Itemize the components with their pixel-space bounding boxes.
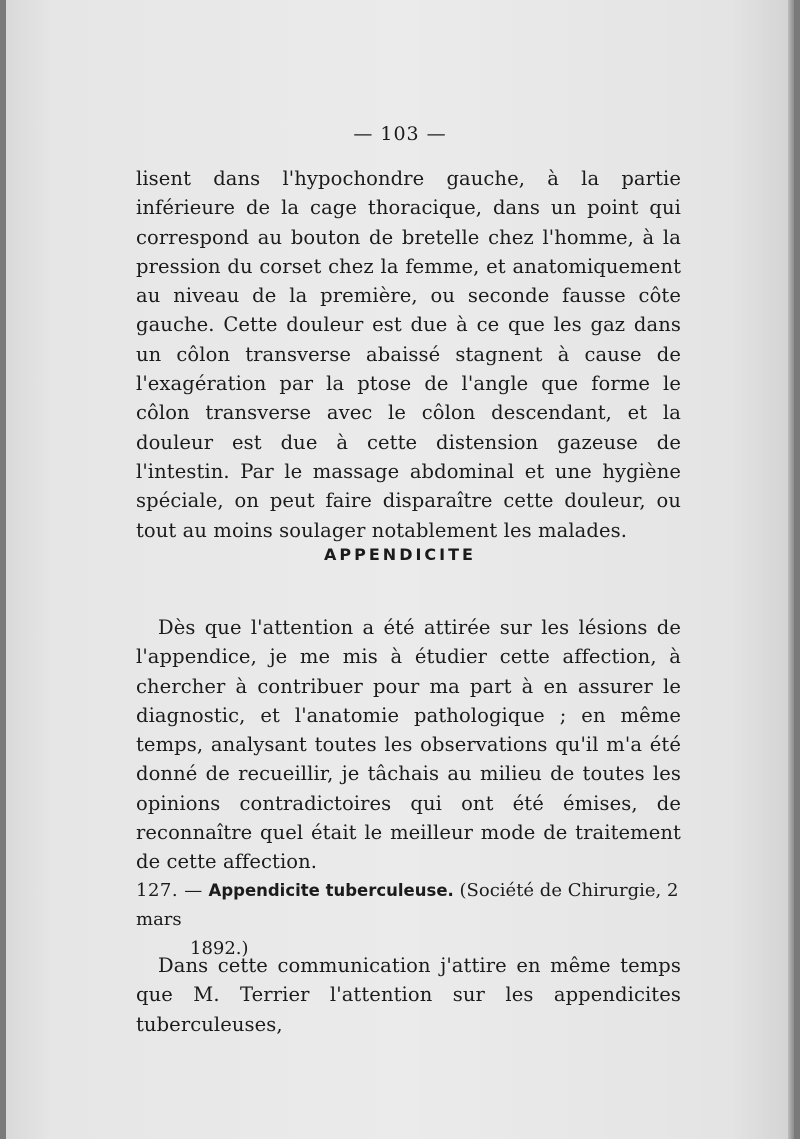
paragraph-text: lisent dans l'hypochondre gauche, à la partie inférieure de la cage thoracique, dans un point qui correspond au bouton de bretelle chez l'homme, à la pression du corset chez la femme, et anatomiquement au niveau de la première, ou seconde fausse côte gauche. Cette douleur est due à ce que les gaz dans un côlon transverse abaissé stagnent à cause de l'exagération par la ptose de l'angle que forme le côlon transverse avec le côlon descendant, et la douleur est due à cette distension gazeuse de l'intestin. Par le massage abdominal et une hygiène spéciale, on peut faire disparaître cette douleur, ou tout au moins soulager notablement les malades. [136,167,681,542]
page-number: — 103 — [353,123,447,145]
paragraph-text: Dès que l'attention a été attirée sur les lésions de l'appendice, je me mis à étudier cette affection, à chercher à contribuer pour ma part à en assurer le diagnostic, et l'anatomie pathologique ; en même temps, analysant toutes les observations qu'il m'a été donné de recueillir, je tâchais au milieu de toutes les opinions contradictoires qui ont été émises, de reconnaître quel était le meilleur mode de traitement de cette affection. [136,616,681,874]
paragraph-intro [136,613,681,877]
entry-reference-continued: 1892.) [190,938,249,959]
paragraph-text: Dans cette communication j'attire en même temps que M. Terrier l'attention sur les appendicites tuberculeuses, [136,954,681,1036]
scan-edge [788,0,794,1139]
section-heading: APPENDICITE [324,545,476,564]
paragraph-continuation [136,164,681,545]
entry-title: Appendicite tuberculeuse. [208,881,454,900]
bibliography-entry [136,876,681,963]
paragraph-entry-body [136,951,681,1039]
book-page [6,0,794,1139]
entry-reference: (Société de Chirurgie, 2 mars [136,880,679,930]
entry-number: 127. — [136,880,203,901]
